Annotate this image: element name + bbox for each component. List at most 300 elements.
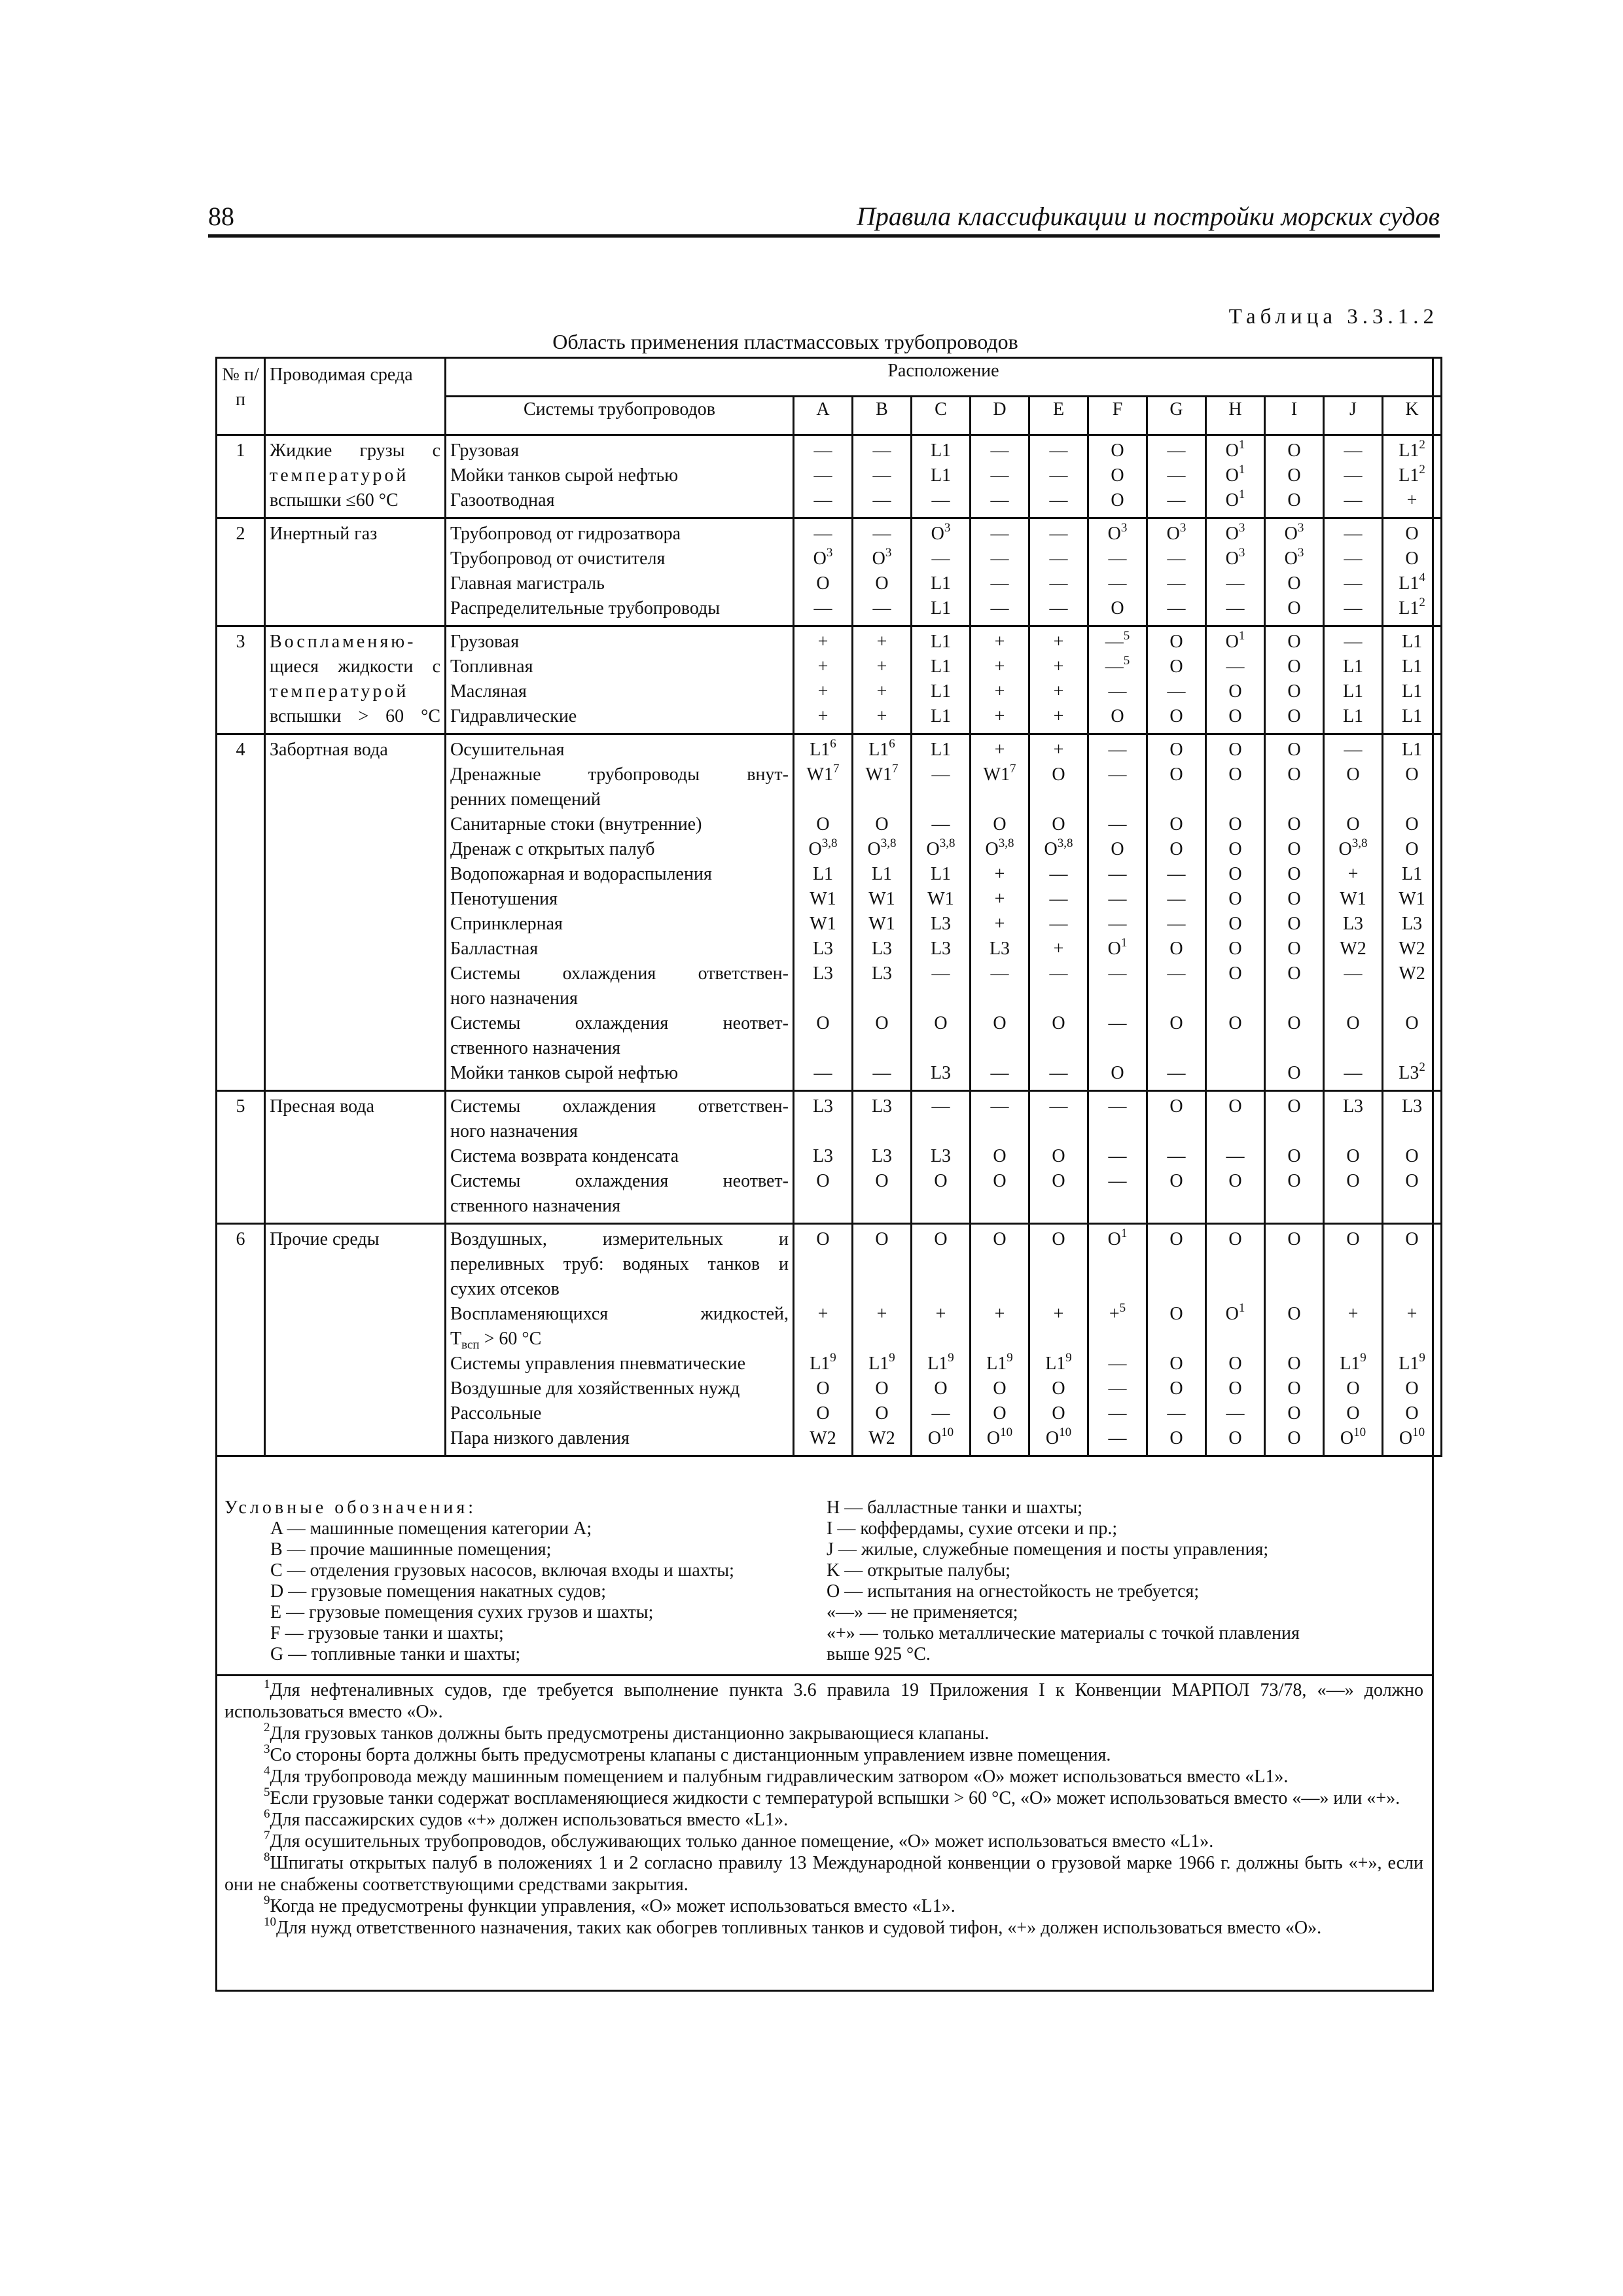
value-h: O (1228, 814, 1242, 834)
spacer (1148, 986, 1205, 1011)
value-g: — (1167, 465, 1186, 486)
medium-cell (265, 518, 446, 626)
value-c: $L1^9$ (927, 1352, 954, 1374)
systems-cell (446, 518, 794, 626)
cell-col-d (971, 518, 1029, 626)
systems-cell (446, 1224, 794, 1456)
system-name: Масляная (450, 681, 527, 702)
cell-col-c (912, 734, 971, 1091)
spacer (1383, 1277, 1440, 1302)
value-c: O (934, 1171, 948, 1191)
cell-col-e (1029, 1224, 1088, 1456)
row-number: 4 (217, 734, 265, 1091)
value-c: L1 (930, 656, 952, 677)
spacer (1089, 1327, 1146, 1352)
spacer (794, 986, 851, 1011)
value-a: O (816, 1378, 830, 1399)
value-i: $O^3$ (1284, 522, 1304, 544)
row-number: 1 (217, 435, 265, 518)
value-b: O (875, 1378, 889, 1399)
spacer (1030, 986, 1087, 1011)
value-f: — (1108, 889, 1127, 909)
value-f: — (1108, 963, 1127, 984)
value-b: $L1^9$ (868, 1352, 895, 1374)
group-row (217, 1091, 1442, 1224)
value-e: — (1049, 440, 1068, 461)
value-k: L1 (1401, 681, 1423, 702)
value-j: + (1347, 864, 1359, 884)
cell-col-d (971, 435, 1029, 518)
spacer (1266, 787, 1323, 812)
spacer (1325, 986, 1382, 1011)
value-a: — (813, 598, 832, 619)
cell-col-j (1324, 734, 1383, 1091)
system-name: Системы охлаждения ответствен- (450, 1096, 789, 1117)
system-name: Водопожарная и водораспыления (450, 864, 712, 884)
value-c: — (931, 814, 950, 834)
row-number: 2 (217, 518, 265, 626)
value-a: L3 (812, 1096, 834, 1117)
value-c: O (934, 1013, 948, 1033)
cell-col-i (1265, 518, 1324, 626)
value-j: $O^{10}$ (1340, 1426, 1366, 1448)
value-b: O (875, 573, 889, 594)
value-h: — (1226, 1403, 1245, 1424)
system-name: Гидравлические (450, 706, 577, 726)
medium-line: Жидкие грузы с (270, 440, 440, 461)
value-f: — (1108, 1096, 1127, 1117)
system-name: Главная магистраль (450, 573, 605, 594)
value-a: L3 (812, 939, 834, 959)
value-g: O (1169, 656, 1183, 677)
spacer (1207, 1036, 1264, 1061)
spacer (1148, 1194, 1205, 1219)
system-name: Грузовая (450, 632, 520, 652)
cell-col-b (853, 518, 912, 626)
value-f: — (1108, 1403, 1127, 1424)
value-a: — (813, 524, 832, 544)
value-f: —$^5$ (1105, 655, 1130, 677)
system-name: Осушительная (450, 740, 565, 760)
value-k: L1 (1401, 864, 1423, 884)
cell-col-f (1088, 1091, 1147, 1224)
value-k: L1 (1401, 706, 1423, 726)
spacer (1266, 1194, 1323, 1219)
system-name: Трубопровод от гидрозатвора (450, 524, 681, 544)
col-letter-a: A (794, 397, 853, 435)
medium-line: температурой (270, 465, 409, 486)
value-a: $L1^9$ (810, 1352, 836, 1374)
value-h: O (1228, 914, 1242, 934)
medium-line: Инертный газ (270, 524, 378, 544)
value-g: $O^3$ (1166, 522, 1186, 544)
spacer (971, 1327, 1028, 1352)
spacer (1207, 1327, 1264, 1352)
cell-col-h (1206, 1224, 1265, 1456)
value-i: O (1287, 914, 1301, 934)
value-c: O (934, 1378, 948, 1399)
value-b: + (876, 632, 887, 652)
value-e: O (1052, 1013, 1065, 1033)
value-g: — (1167, 889, 1186, 909)
cell-col-j (1324, 435, 1383, 518)
value-g: — (1167, 1403, 1186, 1424)
value-e: — (1049, 1096, 1068, 1117)
value-c: L1 (930, 681, 952, 702)
value-d: $W1^7$ (983, 762, 1016, 785)
cell-col-j (1324, 518, 1383, 626)
value-c: L1 (930, 864, 952, 884)
value-c: — (931, 548, 950, 569)
notes-separator (215, 1674, 1434, 1676)
value-a: L1 (812, 864, 834, 884)
value-j: — (1344, 524, 1363, 544)
col-letter-f: F (1088, 397, 1147, 435)
medium-line: вспышки > 60 °C (270, 706, 440, 726)
legend-item: O — испытания на огнестойкость не требуется; (827, 1581, 1200, 1602)
value-d: O (993, 1013, 1007, 1033)
value-b: — (872, 440, 891, 461)
value-f: — (1108, 1428, 1127, 1448)
systems-cell (446, 435, 794, 518)
system-name: Воспламеняющихся жидкостей, (450, 1304, 789, 1324)
spacer (794, 1119, 851, 1144)
value-h: O (1228, 1229, 1242, 1249)
footnote-number: 7 (264, 1829, 270, 1842)
legend-item: H — балластные танки и шахты; (827, 1498, 1083, 1518)
medium-cell (265, 1091, 446, 1224)
system-name: Газоотводная (450, 490, 555, 511)
value-e: — (1049, 864, 1068, 884)
spacer (794, 1194, 851, 1219)
value-e: $L1^9$ (1045, 1352, 1072, 1374)
spacer (1266, 1252, 1323, 1277)
col-letter-d: D (971, 397, 1029, 435)
value-c: L3 (930, 914, 952, 934)
value-h: O (1228, 1013, 1242, 1033)
value-i: O (1287, 939, 1301, 959)
footnote-text: Для пассажирских судов «+» должен использоваться вместо «L1». (270, 1810, 789, 1830)
group-row (217, 734, 1442, 1091)
value-f: — (1108, 1146, 1127, 1166)
value-d: + (994, 864, 1005, 884)
spacer (794, 1036, 851, 1061)
spacer (794, 1327, 851, 1352)
plastic-pipes-table (215, 357, 1442, 1457)
col-medium-header: Проводимая среда (265, 358, 446, 435)
group-row (217, 1224, 1442, 1456)
value-e: O (1052, 1146, 1065, 1166)
value-k: L1 (1401, 740, 1423, 760)
value-e: O (1052, 814, 1065, 834)
value-i: O (1287, 573, 1301, 594)
medium-line: щиеся жидкости с (270, 656, 440, 677)
col-letter-e: E (1029, 397, 1088, 435)
spacer (912, 1327, 969, 1352)
value-c: — (931, 490, 950, 511)
value-f: O (1111, 440, 1124, 461)
systems-cell (446, 1091, 794, 1224)
cell-col-e (1029, 435, 1088, 518)
value-b: + (876, 656, 887, 677)
value-k: $L1^2$ (1399, 596, 1425, 619)
cell-col-g (1147, 1091, 1206, 1224)
footnote-text: Если грузовые танки содержат воспламеняющиеся жидкости с температурой вспышки > 60 °C, «O» может использоваться вместо «—» или «+». (270, 1788, 1400, 1808)
value-a: — (813, 1063, 832, 1083)
value-b: O (875, 814, 889, 834)
value-j: — (1344, 598, 1363, 619)
value-c: O$^{3,8}$ (926, 837, 955, 859)
value-h: $O^3$ (1225, 522, 1245, 544)
value-f: — (1108, 740, 1127, 760)
legend (224, 1498, 1429, 1664)
system-name: ренних помещений (450, 789, 601, 810)
value-f: — (1108, 864, 1127, 884)
col-letter-j: J (1324, 397, 1383, 435)
cell-col-b (853, 1224, 912, 1456)
spacer (1030, 1194, 1087, 1219)
legend-item: A — машинные помещения категории A; (270, 1518, 592, 1539)
spacer (1325, 1252, 1382, 1277)
col-location-header: Расположение (446, 358, 1442, 397)
value-k: O (1405, 1403, 1419, 1424)
value-j: L3 (1342, 914, 1364, 934)
value-e: + (1053, 706, 1064, 726)
value-b: — (872, 1063, 891, 1083)
legend-item: B — прочие машинные помещения; (270, 1539, 552, 1560)
value-g: O (1169, 740, 1183, 760)
value-k: O (1405, 1013, 1419, 1033)
value-d: — (990, 524, 1009, 544)
col-letter-i: I (1265, 397, 1324, 435)
value-j: + (1347, 1304, 1359, 1324)
spacer (1089, 1194, 1146, 1219)
system-name: Санитарные стоки (внутренние) (450, 814, 702, 834)
table-label: Таблица 3.3.1.2 (1228, 305, 1438, 329)
cell-col-a (794, 518, 853, 626)
cell-col-h (1206, 734, 1265, 1091)
value-g: — (1167, 490, 1186, 511)
system-name: Пара низкого давления (450, 1428, 630, 1448)
value-d: O (993, 1229, 1007, 1249)
value-d: + (994, 889, 1005, 909)
value-d: — (990, 548, 1009, 569)
value-a: + (817, 656, 829, 677)
value-j: O (1346, 764, 1360, 785)
value-e: + (1053, 740, 1064, 760)
value-b: — (872, 490, 891, 511)
value-f: — (1108, 814, 1127, 834)
cell-col-d (971, 1091, 1029, 1224)
value-b: L1 (871, 864, 893, 884)
system-name: Системы охлаждения неответ- (450, 1013, 789, 1033)
spacer (1207, 986, 1264, 1011)
value-h: $O^3$ (1225, 547, 1245, 569)
value-g: — (1167, 864, 1186, 884)
col-num-header: № п/п (217, 358, 265, 435)
value-d: O$^{3,8}$ (985, 837, 1014, 859)
cell-col-f (1088, 626, 1147, 734)
footnotes (224, 1679, 1423, 1939)
spacer (853, 1194, 910, 1219)
value-c: L1 (930, 706, 952, 726)
value-g: — (1167, 914, 1186, 934)
value-j: — (1344, 963, 1363, 984)
system-name: Воздушные для хозяйственных нужд (450, 1378, 740, 1399)
value-h: O (1228, 681, 1242, 702)
value-k: $L1^4$ (1399, 571, 1425, 594)
value-i: O (1287, 465, 1301, 486)
header-row-1 (217, 358, 1442, 397)
cell-col-d (971, 1224, 1029, 1456)
medium-line: вспышки ≤60 °C (270, 490, 399, 511)
value-k: $L1^9$ (1399, 1352, 1425, 1374)
value-e: O (1052, 1171, 1065, 1191)
value-h: O (1228, 1171, 1242, 1191)
value-b: — (872, 598, 891, 619)
spacer (1383, 986, 1440, 1011)
value-h: $O^1$ (1225, 488, 1245, 511)
systems-cell (446, 626, 794, 734)
footnote-text: Для трубопровода между машинным помещением и палубным гидравлическим затвором «O» может использоваться вместо «L1». (270, 1767, 1289, 1787)
spacer (971, 787, 1028, 812)
col-letter-k: K (1383, 397, 1442, 435)
cell-col-j (1324, 1091, 1383, 1224)
value-i: O (1287, 706, 1301, 726)
value-j: L1 (1342, 681, 1364, 702)
value-i: O (1287, 1378, 1301, 1399)
cell-col-k (1383, 518, 1442, 626)
value-h: O (1228, 889, 1242, 909)
spacer (1207, 1194, 1264, 1219)
value-a: — (813, 465, 832, 486)
value-i: O (1287, 1428, 1301, 1448)
value-g: O (1169, 1096, 1183, 1117)
cell-col-e (1029, 626, 1088, 734)
col-letter-c: C (912, 397, 971, 435)
cell-col-a (794, 435, 853, 518)
cell-col-k (1383, 435, 1442, 518)
value-f: O (1111, 839, 1124, 859)
spacer (971, 1277, 1028, 1302)
value-h: $O^1$ (1225, 463, 1245, 486)
value-g: O (1169, 1428, 1183, 1448)
spacer (1089, 787, 1146, 812)
value-j: — (1344, 465, 1363, 486)
value-f: — (1108, 681, 1127, 702)
value-k: L3 (1401, 914, 1423, 934)
value-j: — (1344, 440, 1363, 461)
value-g: — (1167, 440, 1186, 461)
cell-col-i (1265, 435, 1324, 518)
value-i: O (1287, 814, 1301, 834)
value-d: O (993, 814, 1007, 834)
value-k: W2 (1399, 939, 1425, 959)
spacer (1325, 1277, 1382, 1302)
value-c: — (931, 764, 950, 785)
legend-item: J — жилые, служебные помещения и посты управления; (827, 1539, 1269, 1560)
value-b: O (875, 1229, 889, 1249)
system-name: Мойки танков сырой нефтью (450, 1063, 679, 1083)
system-name: Система возврата конденсата (450, 1146, 679, 1166)
footnote-number: 9 (264, 1893, 270, 1907)
value-j: — (1344, 548, 1363, 569)
value-h: O (1228, 1096, 1242, 1117)
spacer (794, 1252, 851, 1277)
value-c: + (935, 1304, 946, 1324)
spacer (1030, 1036, 1087, 1061)
spacer (1089, 1277, 1146, 1302)
value-i: O (1287, 1146, 1301, 1166)
value-k: W2 (1399, 963, 1425, 984)
value-c: L1 (930, 740, 952, 760)
value-d: + (994, 706, 1005, 726)
footnote-number: 2 (264, 1721, 270, 1734)
spacer (1383, 787, 1440, 812)
spacer (1089, 1119, 1146, 1144)
value-c: — (931, 1096, 950, 1117)
value-b: + (876, 706, 887, 726)
value-e: — (1049, 598, 1068, 619)
value-e: — (1049, 524, 1068, 544)
value-i: O (1287, 1096, 1301, 1117)
cell-col-f (1088, 1224, 1147, 1456)
cell-col-h (1206, 435, 1265, 518)
value-g: O (1169, 1304, 1183, 1324)
cell-col-c (912, 435, 971, 518)
cell-col-k (1383, 1224, 1442, 1456)
value-b: L3 (871, 963, 893, 984)
value-b: O$^{3,8}$ (867, 837, 897, 859)
systems-cell (446, 734, 794, 1091)
value-g: — (1167, 681, 1186, 702)
legend-item: I — коффердамы, сухие отсеки и пр.; (827, 1518, 1118, 1539)
value-h: $O^1$ (1225, 1302, 1245, 1324)
value-a: — (813, 490, 832, 511)
spacer (1030, 1119, 1087, 1144)
value-j: O (1346, 814, 1360, 834)
footnote (224, 1831, 1423, 1852)
cell-col-g (1147, 1224, 1206, 1456)
value-g: O (1169, 764, 1183, 785)
value-a: $O^3$ (813, 547, 833, 569)
value-f: — (1108, 1378, 1127, 1399)
value-c: L1 (930, 465, 952, 486)
value-k: O (1405, 1171, 1419, 1191)
value-d: — (990, 440, 1009, 461)
legend-item: «—» — не применяется; (827, 1602, 1018, 1623)
value-j: L1 (1342, 706, 1364, 726)
spacer (1266, 986, 1323, 1011)
footnote-text: Со стороны борта должны быть предусмотрены клапаны с дистанционным управлением извне помещения. (270, 1745, 1111, 1765)
value-d: + (994, 656, 1005, 677)
footnote-text: Для грузовых танков должны быть предусмотрены дистанционно закрывающиеся клапаны. (270, 1723, 990, 1744)
col-systems-header: Системы трубопроводов (446, 397, 794, 435)
value-d: + (994, 1304, 1005, 1324)
medium-line: Прочие среды (270, 1229, 380, 1249)
system-name: Распределительные трубопроводы (450, 598, 721, 619)
cell-col-b (853, 435, 912, 518)
value-f: — (1108, 1354, 1127, 1374)
spacer (1266, 1036, 1323, 1061)
value-c: $O^3$ (931, 522, 951, 544)
value-g: — (1167, 1146, 1186, 1166)
value-c: L1 (930, 598, 952, 619)
value-j: — (1344, 490, 1363, 511)
value-b: — (872, 524, 891, 544)
value-c: $O^{10}$ (927, 1426, 954, 1448)
value-h: — (1226, 656, 1245, 677)
